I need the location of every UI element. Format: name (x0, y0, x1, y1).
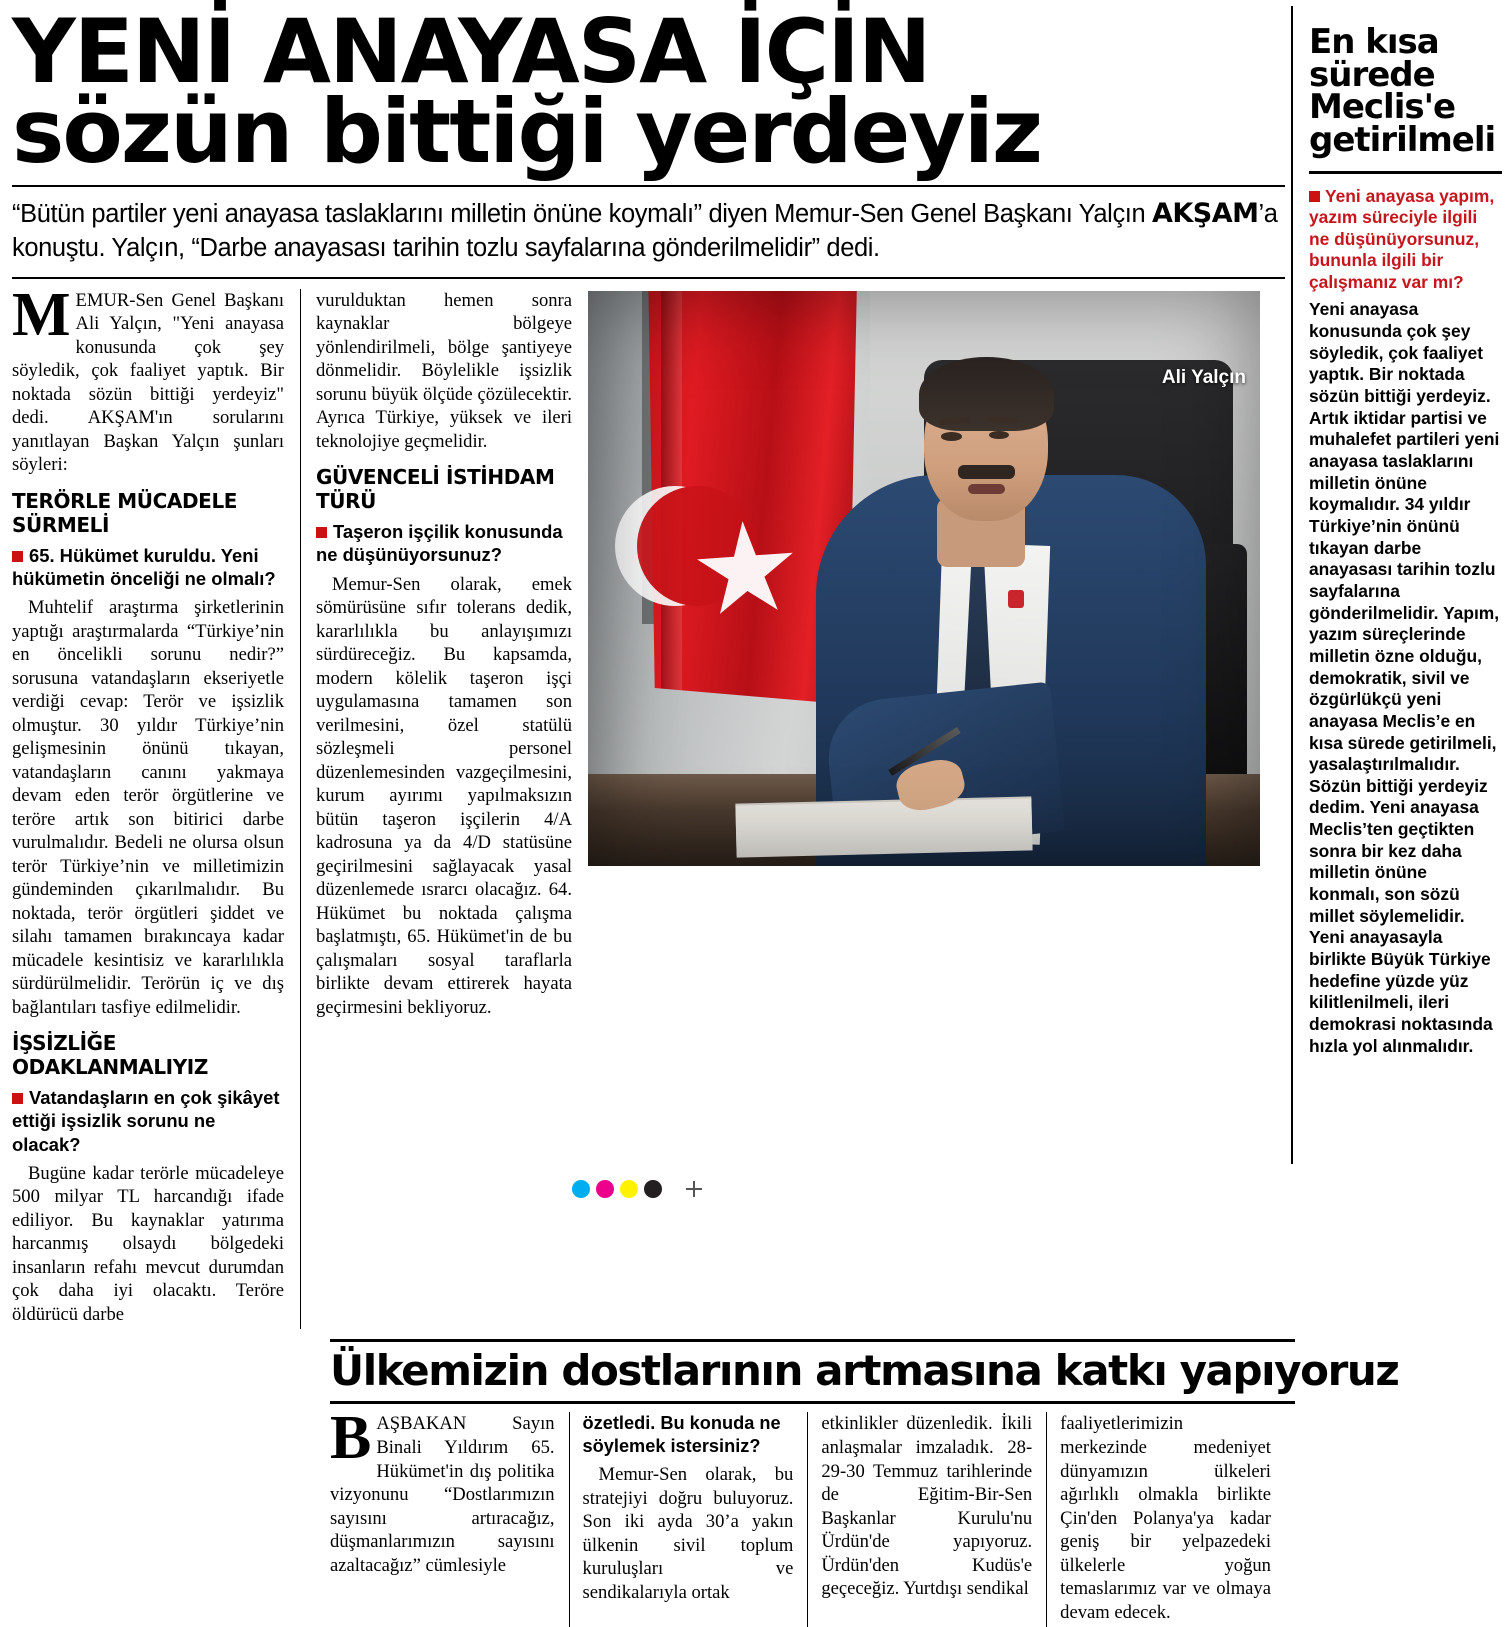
article-photo (588, 291, 1260, 866)
deck-part-1: “Bütün partiler yeni anayasa taslaklarını milletin önüne koymalı” diyen Memur-Sen Genel Başkanı Yalçın (12, 200, 1152, 229)
sidebar-question (1309, 186, 1502, 294)
red-square-bullet-icon (1309, 191, 1320, 202)
article-deck (12, 197, 1285, 264)
lead-text: EMUR-Sen Genel Başkanı Ali Yalçın, "Yeni anayasa konusunda çok şey söyledik, çok faaliyet yaptık. Bir noktada sözün bittiği yerdeyiz" dedi. AKŞAM'ın sorularını yanıtlayan Başkan Yalçın şunları söyleri: (12, 289, 284, 476)
sidebar-rule (1309, 171, 1502, 174)
secondary-paragraph-4: faaliyetlerimizin merkezinde medeniyet dünyamızın ülkeleri ağırlıklı olmakla birlikte Çin'den Polanya'ya kadar geniş bir yelpazedeki ülkelerle yoğun temaslarımız var ve olmaya devam edecek. (1060, 1413, 1271, 1623)
column-divider (569, 1412, 570, 1627)
column-divider (300, 289, 301, 1330)
sidebar-divider (1291, 6, 1293, 1164)
secondary-paragraph-3: etkinlikler düzenledik. İkili anlaşmalar imzaladık. 28-29-30 Temmuz tarihlerinde de Eğitim-Bir-Sen Başkanlar Kurulu'nu Ürdün'de yapıyoruz. Ürdün'den Kudüs'e geçeceğiz. Yurtdışı sendikal (821, 1413, 1033, 1600)
question-3-text: Taşeron işçilik konusunda ne düşünüyorsunuz? (316, 521, 563, 566)
red-square-bullet-icon (316, 527, 327, 538)
column-divider (1046, 1412, 1047, 1627)
paragraph-col2-2: Memur-Sen olarak, emek sömürüsüne sıfır tolerans dedik, kararlılıkla bu anlayışımızı sürdüreceğiz. Bu kapsamda, modern kölelik taşeron işçi uygulamasına tamamen son verilmesini, özel statülü sözleşmeli personel düzenlemesinden vazgeçilmesini, kurum ayırımı yapılmaksızın bütün taşeron işçilerin 4/A kadrosuna ya da 4/D statüsüne geçirilmesini sağlayacak yasal düzenlemede ısrarcı olacağız. 64. Hükümet bu noktada çalışma başlatmıştı, 65. Hükümet'in de bu çalışmaları sosyal taraflarla birlikte devam ettirerek hayata geçirmesini bekliyoruz. (316, 573, 572, 1018)
subhead-issizlige-odaklanmaliyiz: İŞSİZLİĞE ODAKLANMALIYIZ (12, 1031, 208, 1080)
drop-cap: M (12, 280, 71, 349)
lead-paragraph (12, 280, 284, 477)
registration-marks (572, 1180, 702, 1198)
divider-under-headline (12, 185, 1285, 187)
deck-part-2: ’a konuştu. Yalçın, “Darbe anayasası tarihin tozlu sayfalarına gönderilmelidir” dedi. (12, 200, 1278, 262)
article-column-1 (12, 280, 300, 1330)
sidebar-title: En kısa sürede Meclis'e getirilmeli (1309, 22, 1496, 160)
headline-line-2: sözün bittiği yerdeyiz (12, 79, 1042, 183)
secondary-question: özetledi. Bu konuda ne söylemek istersiniz? (582, 1413, 781, 1457)
paragraph-col1-1: Muhtelif araştırma şirketlerinin yaptığı araştırmalarda “Türkiye’nin en öncelikli sorunu nedir?” sorusuna vatandaşların ekseriyetle verdiği cevap: Terör ve işsizlik olmuştur. 30 yıldır Türkiye’nin gelişmesinin önünü tıkayan, vatandaşların canını yakmaya devam eden terör örgütlerine ve teröre artık son bitirici darbe vurulmalıdır. Bedeli ne olursa olsun terör Türkiye’nin ve milletimizin gündeminden çıkarılmalıdır. Bu noktada, terör örgütleri şiddet ve silahı tamamen bırakıncaya kadar mücadele kesintisiz ve kararlılıkla sürdürülmelidir. Terörün iç ve dış bağlantıları tasfiye edilmelidir. (12, 597, 284, 1018)
page-title (12, 0, 1285, 183)
reg-mark-yellow (620, 1180, 638, 1198)
secondary-paragraph-2: Memur-Sen olarak, bu stratejiyi doğru buluyoruz. Son iki ayda 30’a yakın ülkenin sivil toplum kuruluşları ve sendikalarıyla ortak (582, 1464, 794, 1603)
secondary-headline: Ülkemizin dostlarının artmasına katkı yapıyoruz (330, 1346, 1399, 1396)
secondary-column-4 (1046, 1412, 1285, 1627)
question-3 (316, 520, 572, 566)
secondary-column-1 (330, 1404, 569, 1627)
red-square-bullet-icon (12, 1093, 23, 1104)
question-2-text: Vatandaşların en çok şikâyet ettiği işsizlik sorunu ne olacak? (12, 1087, 280, 1155)
main-article-area (12, 0, 1399, 1623)
question-1 (12, 544, 284, 590)
reg-mark-magenta (596, 1180, 614, 1198)
question-2 (12, 1086, 284, 1156)
paragraph-col1-2: Bugüne kadar terörle mücadeleye 500 milyar TL harcandığı ifade ediliyor. Bu kaynaklar yatırıma harcanmış olsaydı bölgedeki insanların refahı mevcut durumdan çok daha iyi olacaktı. Teröre öldürücü darbe (12, 1162, 284, 1325)
secondary-column-2 (569, 1412, 808, 1627)
secondary-column-3 (807, 1412, 1046, 1627)
secondary-columns (330, 1404, 1285, 1627)
paragraph-col2-1: vurulduktan hemen sonra kaynaklar bölgeye yönlendirilmeli, bölge şantiyeye dönmelidir. Böylelikle işsizlik sorunu büyük ölçüde çözülecektir. Ayrıca Türkiye, yüksek ve ileri teknolojiye geçmelidir. (316, 289, 572, 452)
subhead-guvenceli-istihdam: GÜVENCELİ İSTİHDAM TÜRÜ (316, 465, 555, 514)
headline-line-1: YENİ ANAYASA İÇİN (12, 0, 930, 103)
reg-mark-black (644, 1180, 662, 1198)
drop-cap-secondary: B (330, 1404, 372, 1473)
article-column-2 (300, 289, 588, 1330)
red-square-bullet-icon (12, 551, 23, 562)
secondary-lead-text: AŞBAKAN Sayın Binali Yıldırım 65. Hükümet'in dış politika vizyonunu “Dostlarımızın sayısını artıracağız, düşmanlarımızın sayısını azaltacağız” cümlesiyle (330, 1413, 555, 1576)
divider-under-deck (12, 277, 1285, 279)
secondary-banner (330, 1339, 1399, 1404)
question-1-text: 65. Hükümet kuruldu. Yeni hükümetin önceliği ne olmalı? (12, 544, 276, 589)
subhead-terorle-mucadele: TERÖRLE MÜCADELE SÜRMELİ (12, 488, 238, 537)
crosshair-icon (686, 1181, 702, 1197)
sidebar-question-text: Yeni anayasa yapım, yazım süreciyle ilgili ne düşünüyorsunuz, bununla ilgili bir çalışmanız var mı? (1309, 185, 1495, 292)
column-divider (807, 1412, 808, 1627)
brand-name: AKŞAM (1151, 198, 1259, 230)
reg-mark-cyan (572, 1180, 590, 1198)
secondary-lead (330, 1404, 555, 1577)
article-columns (12, 280, 1285, 1330)
photo-caption: Ali Yalçın (1161, 366, 1246, 388)
photo-vignette (588, 291, 1260, 866)
sidebar (1309, 8, 1502, 1200)
sidebar-answer: Yeni anayasa konusunda çok şey söyledik, çok faaliyet yaptık. Bir noktada sözün bittiği yerdeyiz. Artık iktidar partisi ve muhalefet partileri yeni anayasa taslaklarını milletin önüne koymalıdır. 34 yıldır Türkiye’nin önünü tıkayan darbe anayasası tarihin tozlu sayfalarına gönderilmelidir. Yapım, yazım süreçlerinde milletin özne olduğu, demokratik, sivil ve özgürlükçü yeni anayasa Meclis’e en kısa sürede getirilmeli, yasalaştırılmalıdır. Sözün bittiği yerdeyiz dedim. Yeni anayasa Meclis’ten geçtikten sonra bir kez daha milletin önüne konmalı, son sözü millet söylemelidir. Yeni anayasayla birlikte Büyük Türkiye hedefine yüzde yüz kilitlenilmeli, ileri demokrasi noktasında hızla yol alınmalıdır. (1309, 299, 1500, 1056)
